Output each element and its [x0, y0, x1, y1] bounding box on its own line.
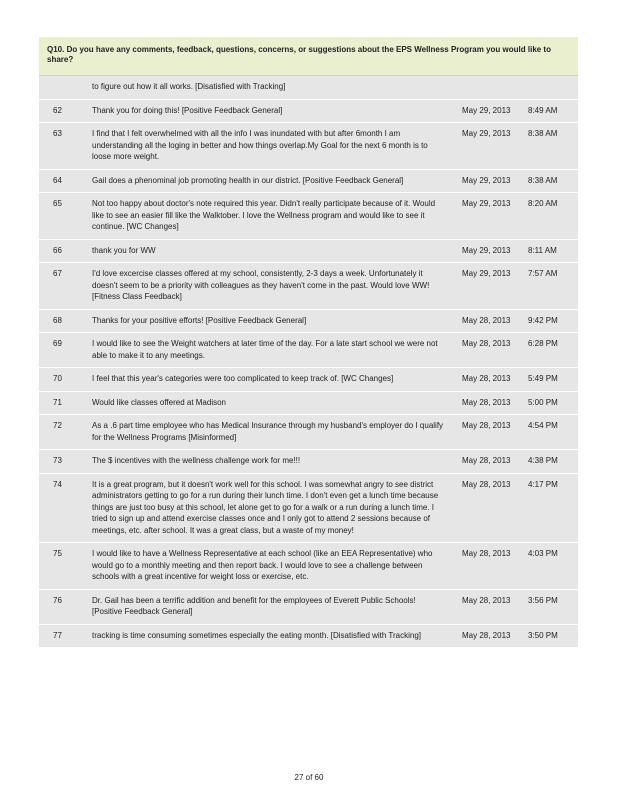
table-row: [39, 263, 578, 310]
table-row: [39, 450, 578, 474]
response-time: 3:50 PM: [528, 624, 578, 648]
response-number: 73: [39, 450, 83, 474]
response-time: 5:49 PM: [528, 368, 578, 392]
response-time: 8:49 AM: [528, 99, 578, 123]
table-row: [39, 624, 578, 648]
response-time: 4:54 PM: [528, 415, 578, 450]
table-row: [39, 99, 578, 123]
table-row: [39, 76, 578, 100]
response-number: 64: [39, 169, 83, 193]
response-date: [462, 76, 528, 100]
response-text: Thanks for your positive efforts! [Positive Feedback General]: [83, 309, 462, 333]
response-text: tracking is time consuming sometimes especially the eating month. [Disatisfied with Tracking]: [83, 624, 462, 648]
response-text: thank you for WW: [83, 239, 462, 263]
response-number: 65: [39, 193, 83, 240]
response-time: 4:17 PM: [528, 473, 578, 543]
response-number: 77: [39, 624, 83, 648]
table-row: [39, 589, 578, 624]
response-date: May 29, 2013: [462, 239, 528, 263]
table-row: [39, 415, 578, 450]
table-row: [39, 309, 578, 333]
response-date: May 29, 2013: [462, 193, 528, 240]
response-time: 4:03 PM: [528, 543, 578, 590]
response-date: May 28, 2013: [462, 368, 528, 392]
response-text: I would like to see the Weight watchers at later time of the day. For a late start school we were not able to make it to any meetings.: [83, 333, 462, 368]
response-date: May 28, 2013: [462, 391, 528, 415]
response-text: The $ incentives with the wellness challenge work for me!!!: [83, 450, 462, 474]
response-date: May 28, 2013: [462, 589, 528, 624]
response-text: I find that I felt overwhelmed with all the info I was inundated with but after 6month I am understanding all the loging in better and how things overlap.My Goal for the next 6 month is to loose more weight.: [83, 123, 462, 170]
response-number: 67: [39, 263, 83, 310]
response-text: Not too happy about doctor's note required this year. Didn't really participate because of it. Would like to see an easier fill like the Walktober. I love the Wellness program and would like to see it continue. [WC Changes]: [83, 193, 462, 240]
table-row: [39, 333, 578, 368]
responses-body: [39, 37, 578, 648]
responses-table: [39, 37, 578, 648]
response-number: 76: [39, 589, 83, 624]
response-number: 71: [39, 391, 83, 415]
response-date: May 29, 2013: [462, 263, 528, 310]
response-time: [528, 76, 578, 100]
response-date: May 29, 2013: [462, 169, 528, 193]
table-row: [39, 473, 578, 543]
response-time: 5:00 PM: [528, 391, 578, 415]
response-time: 8:38 AM: [528, 123, 578, 170]
response-number: 62: [39, 99, 83, 123]
response-date: May 28, 2013: [462, 543, 528, 590]
response-date: May 29, 2013: [462, 123, 528, 170]
response-time: 6:28 PM: [528, 333, 578, 368]
table-row: [39, 239, 578, 263]
response-text: to figure out how it all works. [Disatisfied with Tracking]: [83, 76, 462, 100]
response-number: 70: [39, 368, 83, 392]
response-date: May 29, 2013: [462, 99, 528, 123]
response-number: 68: [39, 309, 83, 333]
response-number: 69: [39, 333, 83, 368]
response-text: Dr. Gail has been a terrific addition and benefit for the employees of Everett Public Schools! [Positive Feedback General]: [83, 589, 462, 624]
table-row: [39, 193, 578, 240]
question-label: Q10.: [47, 45, 65, 54]
response-time: 7:57 AM: [528, 263, 578, 310]
response-text: I'd love excercise classes offered at my school, consistently, 2-3 days a week. Unfortunately it doesn't seem to be a priority with colleagues as they haven't come in the past. Would love WW! [Fitness Class Feedback]: [83, 263, 462, 310]
response-text: As a .6 part time employee who has Medical Insurance through my husband's employer do I qualify for the Wellness Programs [Misinformed]: [83, 415, 462, 450]
response-date: May 28, 2013: [462, 473, 528, 543]
response-text: Gail does a phenominal job promoting health in our district. [Positive Feedback General]: [83, 169, 462, 193]
response-text: I feel that this year's categories were too complicated to keep track of. [WC Changes]: [83, 368, 462, 392]
response-date: May 28, 2013: [462, 309, 528, 333]
response-time: 9:42 PM: [528, 309, 578, 333]
response-date: May 28, 2013: [462, 450, 528, 474]
response-text: It is a great program, but it doesn't work well for this school. I was somewhat angry to see district administrators getting to go for a run during their lunch time. I don't even get a lunch time because things are just too busy at this school, let alone get to go for a walk or a run during a lunch time. I tried to sign up and attend exercise classes once and I only got to attend 2 sessions because of meetings, etc. after school. It was a great class, but a waste of my money!: [83, 473, 462, 543]
question-text: Do you have any comments, feedback, questions, concerns, or suggestions about the EPS Wellness Program you would like to share?: [47, 45, 551, 64]
page-number: 27 of 60: [294, 773, 324, 782]
response-number: 74: [39, 473, 83, 543]
response-date: May 28, 2013: [462, 624, 528, 648]
response-time: 8:11 AM: [528, 239, 578, 263]
table-row: [39, 169, 578, 193]
response-date: May 28, 2013: [462, 415, 528, 450]
table-row: [39, 123, 578, 170]
response-number: 72: [39, 415, 83, 450]
question-header-row: [39, 37, 578, 76]
response-time: 8:38 AM: [528, 169, 578, 193]
response-date: May 28, 2013: [462, 333, 528, 368]
response-text: Would like classes offered at Madison: [83, 391, 462, 415]
question-header: [39, 37, 578, 76]
response-number: [39, 76, 83, 100]
table-row: [39, 391, 578, 415]
response-time: 8:20 AM: [528, 193, 578, 240]
response-number: 75: [39, 543, 83, 590]
response-text: I would like to have a Wellness Representative at each school (like an EEA Representative) who would go to a monthly meeting and then report back. I would love to see a challenge between schools with a great incentive for weight loss or exercise, etc.: [83, 543, 462, 590]
table-row: [39, 368, 578, 392]
response-time: 4:38 PM: [528, 450, 578, 474]
response-number: 66: [39, 239, 83, 263]
response-time: 3:56 PM: [528, 589, 578, 624]
response-number: 63: [39, 123, 83, 170]
response-text: Thank you for doing this! [Positive Feedback General]: [83, 99, 462, 123]
table-row: [39, 543, 578, 590]
